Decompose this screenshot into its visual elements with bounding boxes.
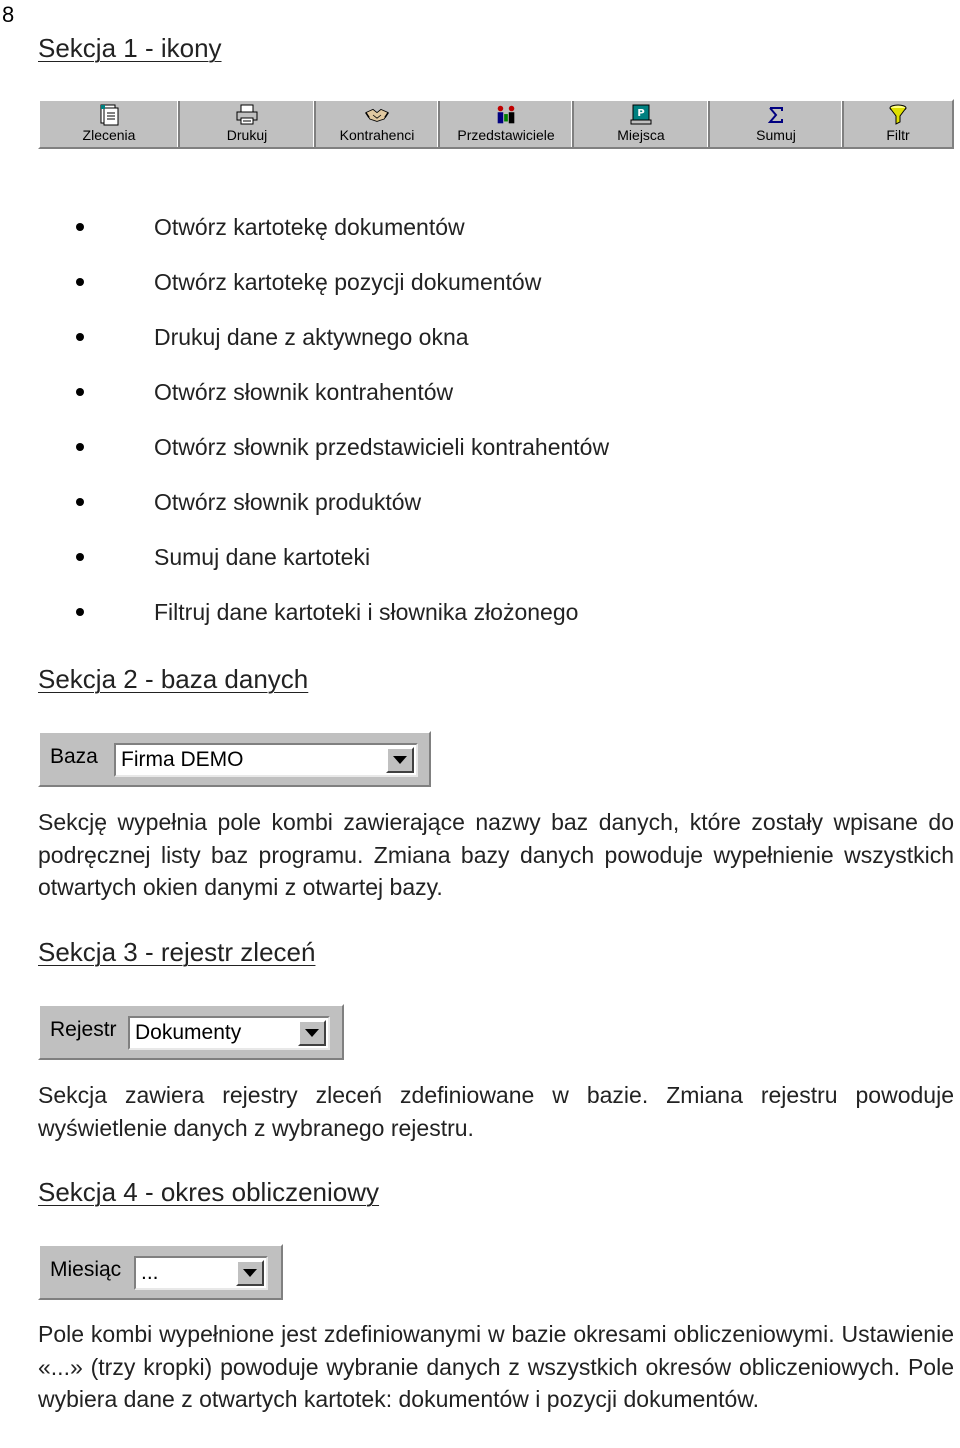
database-combo-value: Firma DEMO — [121, 748, 244, 771]
list-item: Sumuj dane kartoteki — [154, 544, 371, 570]
toolbar-button-kontrahenci[interactable] — [316, 101, 440, 147]
section4-description: Pole kombi wypełnione jest zdefiniowanymi w bazie okresami obliczeniowymi. Ustawienie «...» (trzy kropki) powoduje wybranie danych z wszystkich okresów obliczeniowych. Pole wybiera dane z otwartych kartotek: dokumentów i pozycji dokumentów. — [38, 1321, 954, 1412]
funnel-icon — [886, 104, 910, 126]
handshake-icon — [365, 104, 389, 126]
toolbar-button-przedstawiciele[interactable] — [440, 101, 574, 147]
list-item: Filtruj dane kartoteki i słownika złożonego — [154, 599, 579, 625]
toolbar-button-sumuj[interactable] — [710, 101, 844, 147]
database-combo-label: Baza — [50, 745, 98, 768]
bullet-marker — [76, 278, 84, 286]
printer-icon — [235, 104, 259, 126]
bullet-marker — [76, 553, 84, 561]
section1-heading: Sekcja 1 - ikony — [38, 33, 222, 63]
list-item: Otwórz słownik produktów — [154, 489, 422, 515]
database-combo-panel — [38, 731, 431, 787]
toolbar-label: Zlecenia — [82, 127, 136, 143]
section2-heading: Sekcja 2 - baza danych — [38, 664, 309, 694]
bullet-marker — [76, 223, 84, 231]
list-item: Otwórz kartotekę dokumentów — [154, 214, 465, 240]
toolbar-label: Drukuj — [226, 127, 268, 143]
representatives-icon — [494, 104, 518, 126]
toolbar-label: Miejsca — [617, 127, 665, 143]
list-item: Drukuj dane z aktywnego okna — [154, 324, 469, 350]
database-combo-dropdown-button[interactable] — [386, 747, 414, 773]
list-item: Otwórz słownik przedstawicieli kontrahentów — [154, 434, 610, 460]
toolbar-button-miejsca[interactable] — [574, 101, 710, 147]
page-number: 8 — [2, 2, 15, 27]
chevron-down-icon — [393, 756, 407, 764]
bullet-marker — [76, 388, 84, 396]
bullet-marker — [76, 608, 84, 616]
chevron-down-icon — [305, 1029, 319, 1037]
toolbar-button-zlecenia[interactable] — [40, 101, 180, 147]
toolbar-label: Przedstawiciele — [457, 127, 555, 143]
toolbar-label: Filtr — [886, 127, 910, 143]
toolbar-button-filtr[interactable] — [844, 101, 952, 147]
period-combo-panel — [38, 1244, 283, 1300]
register-combo-value: Dokumenty — [135, 1021, 242, 1044]
section3-heading: Sekcja 3 - rejestr zleceń — [38, 937, 316, 967]
list-item: Otwórz słownik kontrahentów — [154, 379, 454, 405]
sigma-icon — [764, 104, 788, 126]
period-combo-dropdown-button[interactable] — [236, 1260, 264, 1286]
database-combo[interactable] — [114, 743, 418, 777]
section2-description: Sekcję wypełnia pole kombi zawierające nazwy baz danych, które zostały wpisane do podręcznej listy baz programu. Zmiana bazy danych powoduje wypełnienie wszystkich otwartych okien danymi z otwartej bazy. — [38, 809, 954, 900]
register-combo-label: Rejestr — [50, 1018, 117, 1041]
toolbar-button-drukuj[interactable] — [180, 101, 316, 147]
bullet-marker — [76, 333, 84, 341]
svg-text:P: P — [637, 108, 645, 119]
list-item: Otwórz kartotekę pozycji dokumentów — [154, 269, 542, 295]
period-combo[interactable] — [134, 1256, 268, 1290]
register-combo-dropdown-button[interactable] — [298, 1020, 326, 1046]
orders-icon — [97, 104, 121, 126]
register-combo-panel — [38, 1004, 344, 1060]
bullet-marker — [76, 443, 84, 451]
main-toolbar — [38, 99, 954, 149]
toolbar-label: Kontrahenci — [339, 127, 415, 143]
section3-description: Sekcja zawiera rejestry zleceń zdefiniowane w bazie. Zmiana rejestru powoduje wyświetlenie danych z wybranego rejestru. — [38, 1082, 954, 1141]
bullet-marker — [76, 498, 84, 506]
period-combo-label: Miesiąc — [50, 1258, 122, 1281]
register-combo[interactable] — [128, 1016, 330, 1050]
places-icon — [629, 104, 653, 126]
toolbar-label: Sumuj — [756, 127, 796, 143]
section4-heading: Sekcja 4 - okres obliczeniowy — [38, 1177, 380, 1207]
chevron-down-icon — [243, 1269, 257, 1277]
period-combo-value: ... — [141, 1261, 159, 1284]
